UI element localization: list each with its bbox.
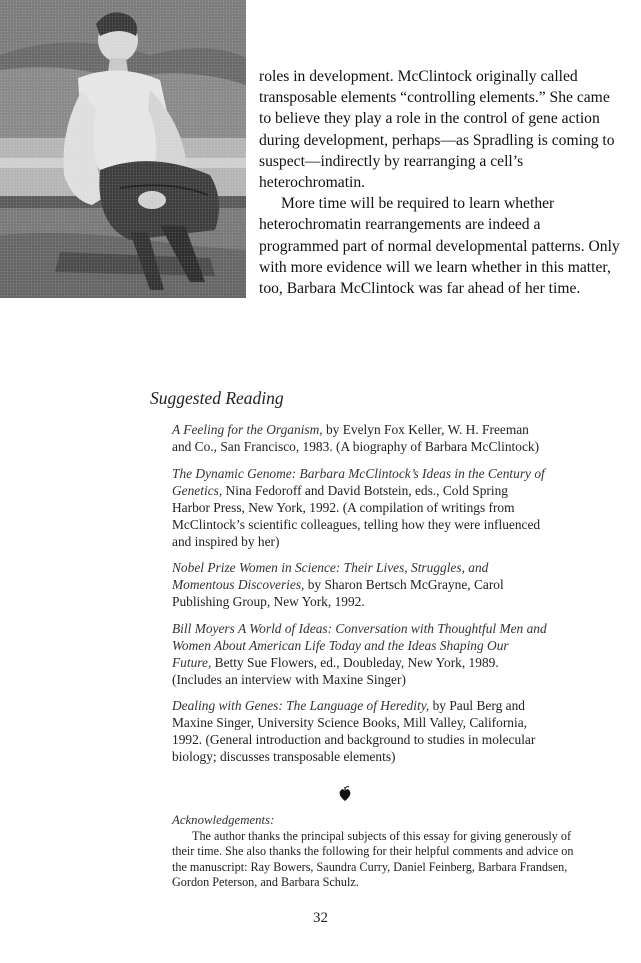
reading-title: The Dynamic Genome: Barbara McClintock’s Ideas in the Century of Genetics,	[172, 465, 545, 498]
reading-title: Nobel Prize Women in Science: Their Lives, Struggles, and Momentous Discoveries,	[172, 560, 489, 592]
reading-item	[172, 620, 547, 688]
body-text	[259, 66, 621, 299]
reading-title: Dealing with Genes: The Language of Heredity,	[172, 698, 430, 713]
reading-title: A Feeling for the Organism,	[172, 422, 323, 437]
reading-details: by Paul Berg and Maxine Singer, University Science Books, Mill Valley, California, 1992. (General introduction and background to studies in molecular biology; discusses transposable elements)	[172, 698, 536, 764]
fleuron-ornament-icon	[338, 786, 352, 802]
reading-title: Bill Moyers A World of Ideas: Conversation with Thoughtful Men and Women About American Life Today and the Ideas Shaping Our Future,	[172, 620, 547, 670]
reading-item	[172, 697, 547, 765]
reading-item	[172, 465, 547, 550]
portrait-photo	[0, 0, 246, 298]
reading-item	[172, 421, 547, 455]
reading-details: Nina Fedoroff and David Botstein, eds., Cold Spring Harbor Press, New York, 1992. (A compilation of writings from McClintock’s scientific colleagues, telling how they were influenced and inspired by her)	[172, 482, 541, 549]
reading-details: by Evelyn Fox Keller, W. H. Freeman and Co., San Francisco, 1983. (A biography of Barbara McClintock)	[172, 422, 540, 454]
page-number: 32	[313, 910, 328, 926]
acknowledgements-text: The author thanks the principal subjects of this essay for giving generously of their time. She also thanks the following for their helpful comments and advice on the manuscript: Ray Bowers, Saundra Curry, Daniel Feinberg, Barbara Frandsen, Gordon Peterson, and Barbara Schulz.	[172, 829, 574, 889]
body-paragraph: More time will be required to learn whether heterochromatin rearrangements are indeed a programmed part of normal developmental patterns. Only with more evidence will we learn whether in this matter, too, Barbara McClintock was far ahead of her time.	[259, 195, 620, 298]
acknowledgements-title: Acknowledgements:	[172, 813, 275, 827]
body-paragraph: roles in development. McClintock originally called transposable elements “controlling elements.” She came to believe they play a role in the control of gene action during development, perhaps—as Spradling is coming to suspect—indirectly by rearranging a cell’s heterochromatin.	[259, 68, 615, 192]
reading-item	[172, 559, 547, 610]
reading-list	[172, 421, 547, 775]
reading-details: Betty Sue Flowers, ed., Doubleday, New York, 1989. (Includes an interview with Maxine Singer)	[172, 654, 499, 687]
suggested-reading-heading: Suggested Reading	[150, 388, 284, 408]
reading-details: by Sharon Bertsch McGrayne, Carol Publishing Group, New York, 1992.	[172, 577, 504, 609]
